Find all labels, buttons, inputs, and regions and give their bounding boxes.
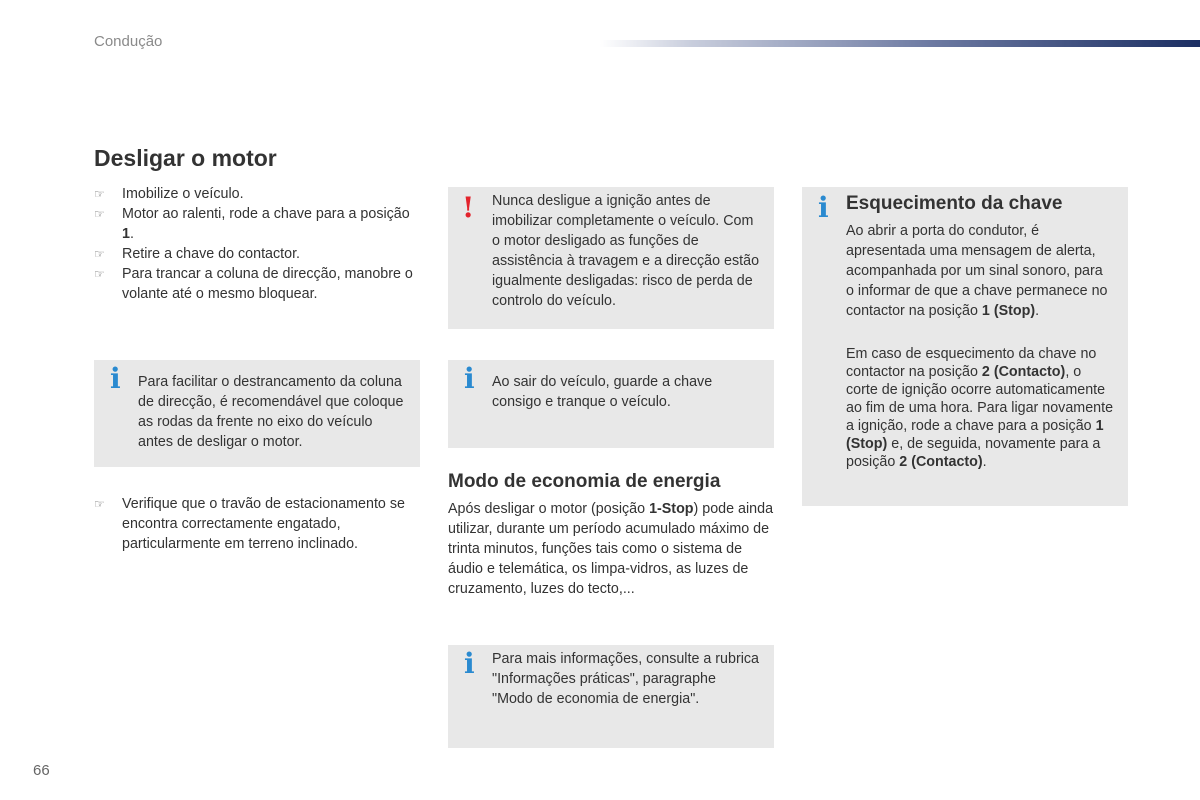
pointing-hand-icon: ☞ bbox=[94, 267, 105, 281]
pointing-hand-icon: ☞ bbox=[94, 207, 105, 221]
parking-brake-list bbox=[94, 494, 424, 554]
forgotten-key-text-2: Em caso de esquecimento da chave no contactor na posição 2 (Contacto), o corte de ignição ocorre automaticamente ao fim de uma hora. Para ligar novamente a ignição, rode a chave para a posição 1 (Stop) e, de seguida, novamente para a posição 2 (Contacto). bbox=[846, 346, 1114, 470]
info-box-steering bbox=[94, 360, 420, 467]
warning-box bbox=[448, 187, 774, 329]
pointing-hand-icon: ☞ bbox=[94, 247, 105, 261]
section-title: Condução bbox=[94, 33, 163, 50]
info-icon: i bbox=[464, 362, 475, 395]
info-icon: i bbox=[110, 362, 121, 395]
info-text: Para mais informações, consulte a rubrica "Informações práticas", paragraphe "Modo de economia de energia". bbox=[492, 651, 759, 707]
header-gradient-bar bbox=[600, 40, 1200, 47]
economy-mode-text: Após desligar o motor (posição 1-Stop) pode ainda utilizar, durante um período acumulado máximo de trinta minutos, funções tais como o sistema de áudio e telemática, os limpa-vidros, as luzes de cruzamento, luzes do tecto,... bbox=[448, 501, 774, 597]
pointing-hand-icon: ☞ bbox=[94, 187, 105, 201]
pointing-hand-icon: ☞ bbox=[94, 497, 105, 511]
warning-text: Nunca desligue a ignição antes de imobilizar completamente o veículo. Com o motor desligado as funções de assistência à travagem e a direcção estão igualmente desligadas: risco de perda de controlo do veículo. bbox=[492, 193, 760, 309]
forgotten-key-box bbox=[802, 187, 1128, 506]
info-icon: i bbox=[464, 647, 475, 680]
info-text: Para facilitar o destrancamento da coluna de direcção, é recomendável que coloque as rodas da frente no eixo do veículo antes de desligar o motor. bbox=[138, 374, 404, 450]
economy-mode-title: Modo de economia de energia bbox=[448, 471, 721, 492]
info-box-key bbox=[448, 360, 774, 448]
info-icon: i bbox=[818, 191, 829, 224]
page-title: Desligar o motor bbox=[94, 145, 277, 171]
page-number: 66 bbox=[33, 762, 50, 779]
list-item: ☞ Para trancar a coluna de direcção, manobre o volante até o mesmo bloquear. bbox=[94, 266, 413, 302]
warning-icon: ! bbox=[462, 191, 475, 224]
list-item: ☞ Retire a chave do contactor. bbox=[94, 246, 301, 262]
list-item: ☞ Motor ao ralenti, rode a chave para a posição 1. bbox=[94, 206, 410, 242]
info-text: Ao sair do veículo, guarde a chave consigo e tranque o veículo. bbox=[492, 374, 713, 410]
forgotten-key-text-1: Ao abrir a porta do condutor, é apresentada uma mensagem de alerta, acompanhada por um sinal sonoro, para o informar de que a chave permanece no contactor na posição 1 (Stop). bbox=[846, 223, 1108, 319]
steps-list bbox=[94, 184, 424, 304]
list-item: ☞ Imobilize o veículo. bbox=[94, 186, 244, 202]
forgotten-key-title: Esquecimento da chave bbox=[846, 193, 1063, 214]
list-item: ☞ Verifique que o travão de estacionamento se encontra correctamente engatado, particularmente em terreno inclinado. bbox=[94, 496, 405, 552]
info-box-more bbox=[448, 645, 774, 748]
